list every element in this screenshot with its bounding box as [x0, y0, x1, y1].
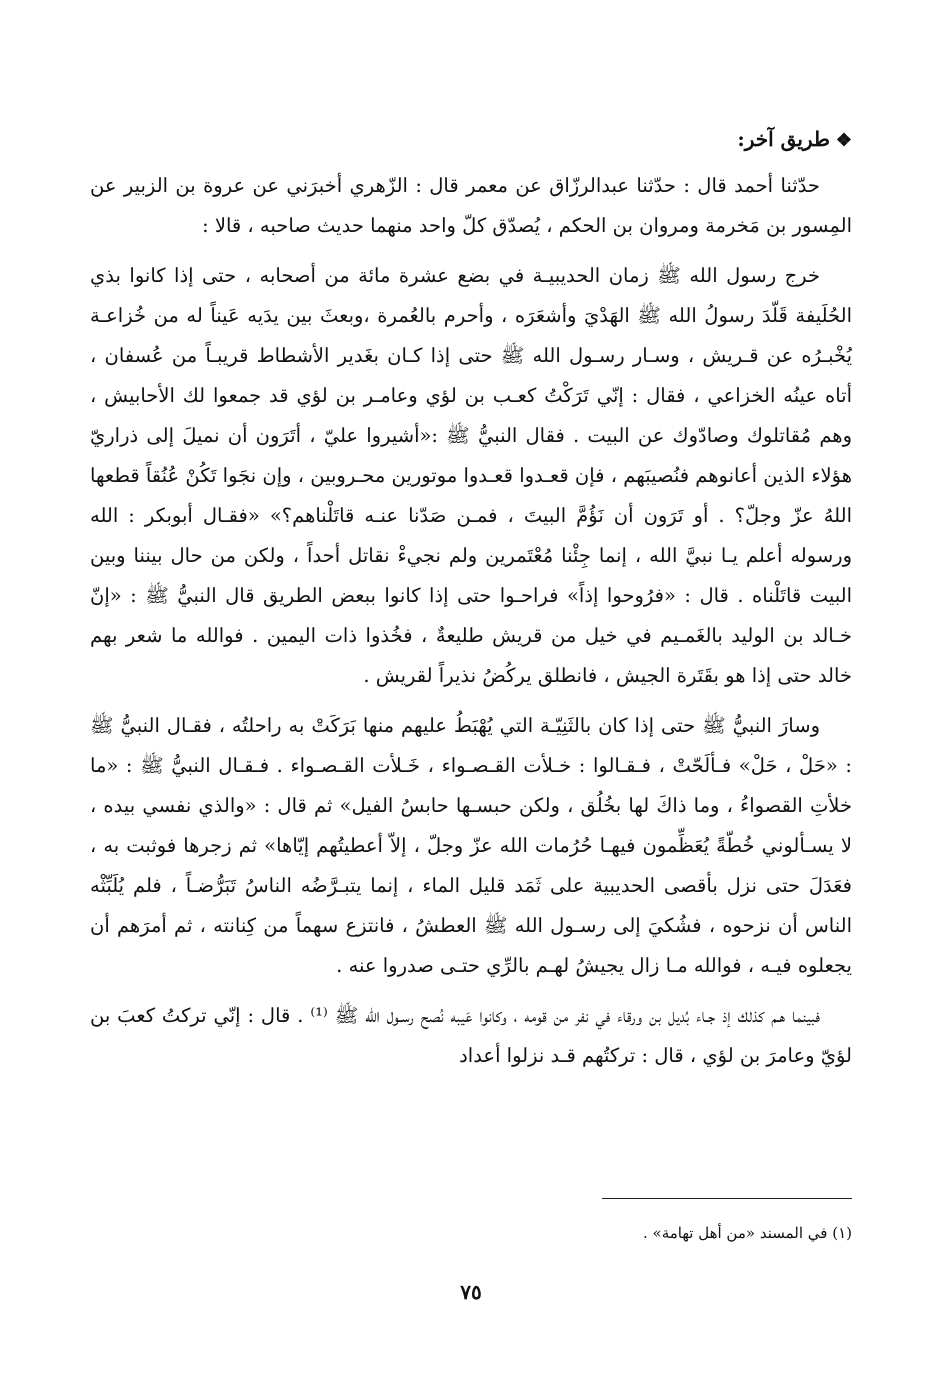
paragraph-qaswa: وسارَ النبيُّ ﷺ حتى إذا كان بالثَنِيّـة التي يُهْبَطُ عليهم منها بَرَكَتْ به راحلتُه ، فقـال النبيُّ ﷺ : «حَلْ ، حَلْ» فـألَحّتْ ، فـقـالوا : خـلأت القـصـواء ، خَـلأت القـصـواء . فـقـال النبيُّ ﷺ : «ما خلأتِ القصواءُ ، وما ذاكَ لها بخُلُق ، ولكن حبسـها حابسُ الفيل» ثم قال : «والذي نفسي بيده ، لا يسـألوني خُطّةً يُعَظِّمون فيهـا حُرُمات الله عزّ وجلّ ، إلاّ أعطيتُهم إيّاها» ثم زجرها فوثبت به ، فعَدَلَ حتى نزل بأقصى الحديبية على ثَمَد قليل الماء ، إنما يتبـرَّضُه الناسُ تَبَرُّضـاً ، فلم يُلَبِّثْه الناس أن نزحوه ، فشُكيَ إلى رسـول الله ﷺ العطشُ ، فانتزع سهماً من كِنانته ، ثم أمرَهم أن يجعلوه فيـه ، فوالله مـا زال يجيشُ لهـم بالرِّي حتـى صدروا عنه . [90, 714, 852, 977]
paragraph-budayl: فبينما هـم كذلك إذ جـاء بُديل بن ورقاء في نفر من قومه ، وكانوا عَيبه نُصح رسـول الله ﷺ ⁽¹⁾ . قال : إنّي تركتُ كعبَ بن لؤيّ وعامرَ بن لؤي ، قال : تركتُهم قـد نزلوا أعداد [90, 1004, 852, 1067]
section-heading-title: طريق آخر: [737, 127, 830, 151]
document-page [90, 110, 852, 1320]
diamond-bullet-icon: ❖ [835, 130, 852, 151]
paragraph-isnad: حدّثنا أحمد قال : حدّثنا عبدالرزّاق عن معمر قال : الزّهري أخبرَني عن عروة بن الزبير عن المِسور بن مَخرمة ومروان بن الحكم ، يُصدّق كلّ واحد منهما حديث صاحبه ، قالا : [90, 174, 852, 237]
footnote-divider [602, 1198, 852, 1199]
paragraph-hudaybiyya-departure: خرج رسول الله ﷺ زمان الحديبيـة في بضع عشرة مائة من أصحابه ، حتى إذا كانوا بذي الحُلَيفة قَلّدَ رسولُ الله ﷺ الهَدْيَ وأشعَرَه ، وأحرم بالعُمرة ،وبعثَ بين يدَيه عَيناً له من خُزاعـة يُخْبـرُه عن قـريش ، وسـار رسـول الله ﷺ حتى إذا كـان بغَدير الأشطاط قريبـاً من عُسفان ، أتاه عينُه الخزاعي ، فقال : إنّي تَرَكْتُ كعـب بن لؤي وعامـر بن لؤي قد جمعوا لك الأحابيش ، وهم مُقاتلوك وصادّوك عن البيت . فقال النبيُّ ﷺ :«أشيروا عليّ ، أتَرَون أن نميلَ إلى ذراريّ هؤلاء الذين أعانوهم فنُصيبَهم ، فإن قعـدوا قعـدوا موتورين محـروبين ، وإن نجَوا تَكُنْ عُنُقاً قطعها اللهُ عزّ وجلّ؟ . أو تَرَون أن نَؤُمَّ البيتَ ، فمـن صَدّنا عنـه قاتَلْناهم؟» «فقـال أبوبكر : الله ورسوله أعلم يـا نبيَّ الله ، إنما جِئْنا مُعْتَمرين ولم نجيءْ نقاتل أحداً ، ولكن من حال بيننا وبين البيت قاتَلْناه . قال : «فرُوحوا إذاً» فراحـوا حتى إذا كانوا ببعض الطريق قال النبيُّ ﷺ : «إنّ خـالد بن الوليد بالغَمـيم في خيل من قريش طليعةٌ ، فخُذوا ذات اليمين . فوالله ما شعر بهم خالد حتى إذا هو بقَتَرة الجيش ، فانطلق يركُضُ نذيراً لقريش . [90, 264, 852, 687]
page-number: ٧٥ [460, 1280, 482, 1304]
footnote: (١) في المسند «من أهل تهامة» . [643, 1224, 852, 1242]
section-heading [90, 118, 852, 162]
